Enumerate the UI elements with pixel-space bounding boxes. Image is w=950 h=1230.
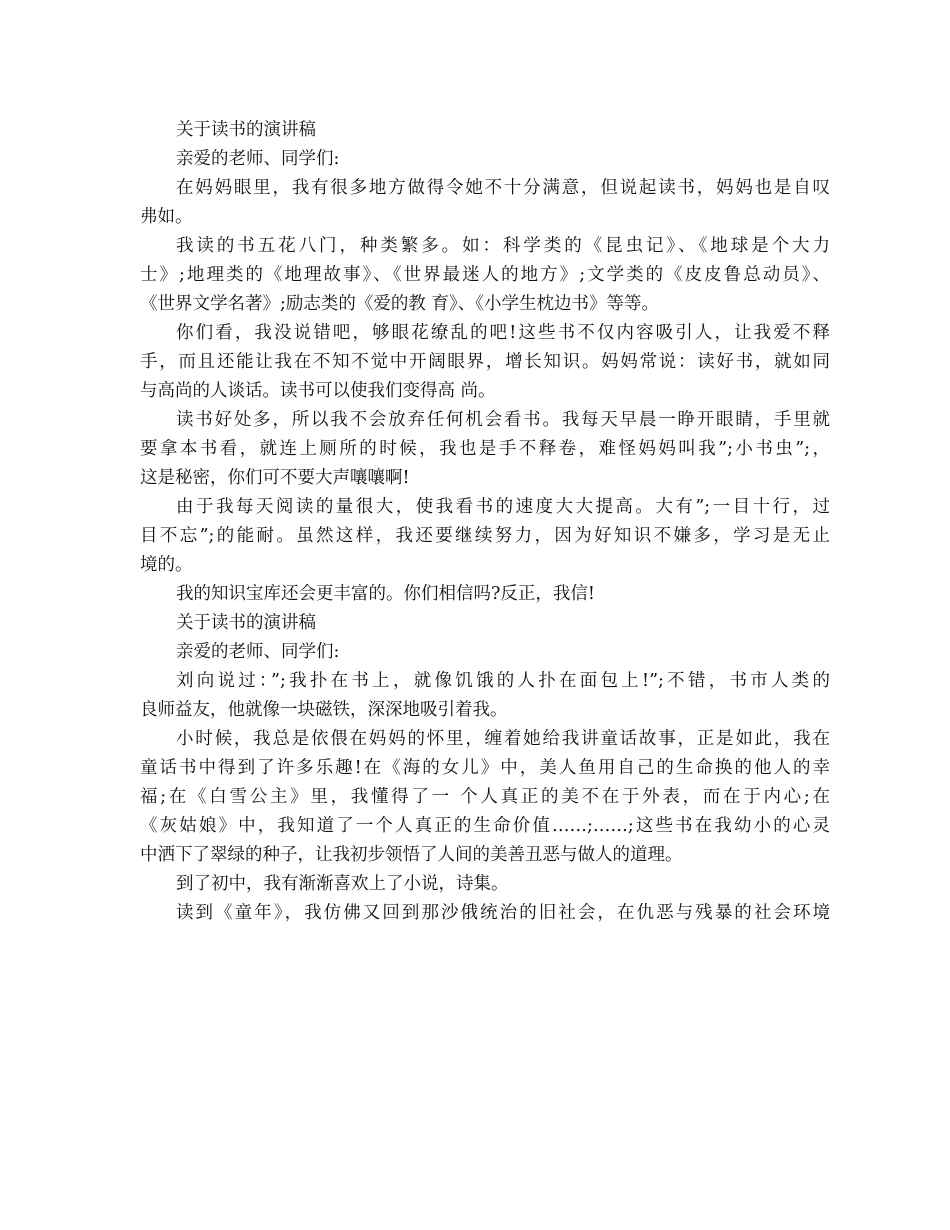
text-line: 刘向说过：”;我扑在书上，就像饥饿的人扑在面包上!”;不错，书市人类的 [176, 671, 830, 691]
speech-title: 关于读书的演讲稿 [176, 613, 316, 633]
text-line: 与高尚的人谈话。读书可以使我们变得高 尚。 [140, 381, 496, 401]
text-line: 你们看，我没说错吧，够眼花缭乱的吧!这些书不仅内容吸引人，让我爱不释 [176, 323, 830, 343]
salutation: 亲爱的老师、同学们: [176, 642, 340, 662]
speech-title: 关于读书的演讲稿 [176, 120, 316, 140]
text-line: 中洒下了翠绿的种子，让我初步领悟了人间的美善丑恶与做人的道理。 [140, 845, 683, 865]
text-line: 由于我每天阅读的量很大，使我看书的速度大大提高。大有”;一目十行，过 [176, 497, 830, 517]
text-line: 良师益友，他就像一块磁铁，深深地吸引着我。 [140, 700, 508, 720]
text-line: 我读的书五花八门，种类繁多。如：科学类的《昆虫记》、《地球是个大力 [176, 236, 830, 256]
document-body [140, 116, 830, 928]
text-line: 《灰姑娘》中，我知道了一个人真正的生命价值……;……;这些书在我幼小的心灵 [140, 816, 830, 836]
text-line: 要拿本书看，就连上厕所的时候，我也是手不释卷，难怪妈妈叫我”;小书虫”;， [140, 439, 830, 459]
text-line: 目不忘”;的能耐。虽然这样，我还要继续努力，因为好知识不嫌多，学习是无止 [140, 526, 830, 546]
text-line: 读书好处多，所以我不会放弃任何机会看书。我每天早晨一睁开眼睛，手里就 [176, 410, 830, 430]
text-line: 小时候，我总是依偎在妈妈的怀里，缠着她给我讲童话故事，正是如此，我在 [176, 729, 830, 749]
text-line: 我的知识宝库还会更丰富的。你们相信吗?反正，我信! [176, 584, 595, 604]
text-line: 读到《童年》，我仿佛又回到那沙俄统治的旧社会，在仇恶与残暴的社会环境 [176, 903, 830, 923]
text-line: 士》;地理类的《地理故事》、《世界最迷人的地方》;文学类的《皮皮鲁总动员》、 [140, 265, 830, 285]
text-line: 这是秘密，你们可不要大声嚷嚷啊! [140, 468, 410, 488]
text-line: 到了初中，我有渐渐喜欢上了小说，诗集。 [176, 874, 509, 894]
text-line: 《世界文学名著》;励志类的《爱的教 育》、《小学生枕边书》等等。 [140, 294, 659, 314]
text-line: 童话书中得到了许多乐趣!在《海的女儿》中，美人鱼用自己的生命换的他人的幸 [140, 758, 830, 778]
salutation: 亲爱的老师、同学们: [176, 149, 340, 169]
text-line: 境的。 [140, 555, 193, 575]
text-line: 手，而且还能让我在不知不觉中开阔眼界，增长知识。妈妈常说：读好书，就如同 [140, 352, 830, 372]
text-line: 弗如。 [140, 207, 193, 227]
text-line: 福;在《白雪公主》里，我懂得了一 个人真正的美不在于外表，而在于内心;在 [140, 787, 830, 807]
text-line: 在妈妈眼里，我有很多地方做得令她不十分满意，但说起读书，妈妈也是自叹 [176, 178, 830, 198]
